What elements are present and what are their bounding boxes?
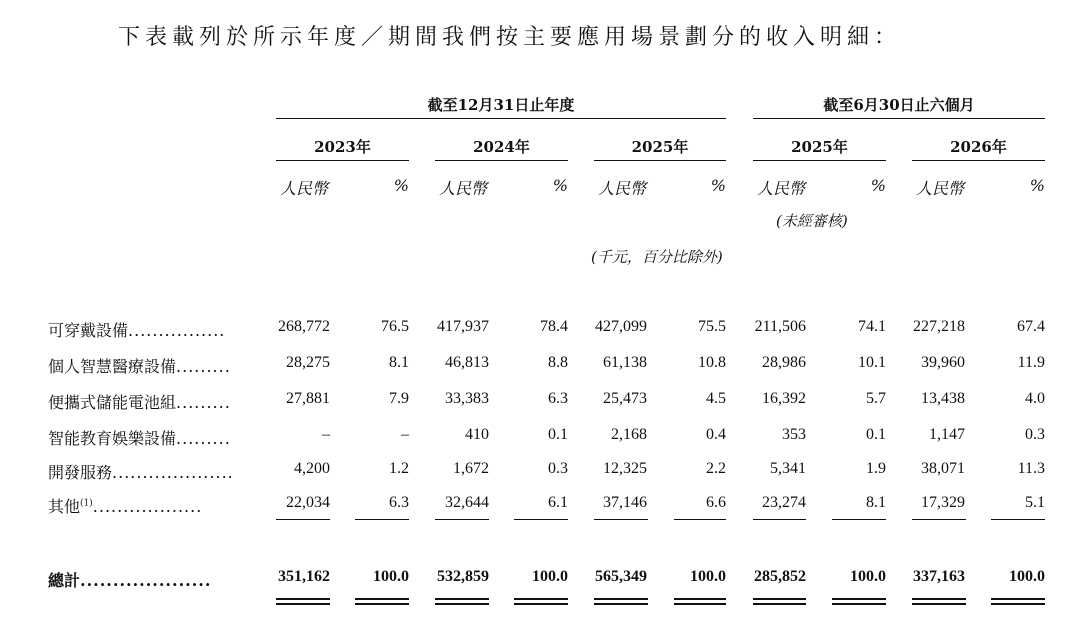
total-double-rule (912, 598, 966, 605)
percent-cell: 8.1 (389, 354, 409, 371)
percent-cell: – (401, 426, 409, 443)
leader-dots: .................... (112, 463, 234, 482)
year-rule (435, 160, 568, 161)
row-label-text: 可穿戴設備 (48, 321, 129, 340)
percent-cell: 74.1 (858, 318, 886, 335)
percent-label: % (552, 176, 568, 195)
amount-cell: 16,392 (762, 390, 806, 407)
total-double-rule (594, 598, 648, 605)
percent-cell: 10.8 (698, 354, 726, 371)
percent-cell: 1.9 (866, 460, 886, 477)
amount-cell: 417,937 (437, 318, 489, 335)
percent-cell: 76.5 (381, 318, 409, 335)
amount-cell: 46,813 (445, 354, 489, 371)
percent-cell: 7.9 (389, 390, 409, 407)
amount-cell: 61,138 (603, 354, 647, 371)
percent-cell: 0.4 (706, 426, 726, 443)
leader-dots: ................ (128, 321, 226, 340)
subtotal-rule (753, 519, 806, 520)
row-label-text: 總計 (48, 571, 81, 590)
subtotal-rule (514, 519, 568, 520)
percent-cell: 6.6 (706, 494, 726, 511)
percent-cell: 100.0 (850, 568, 886, 585)
amount-cell: 25,473 (603, 390, 647, 407)
row-label (48, 568, 248, 591)
amount-cell: 1,147 (929, 426, 965, 443)
leader-dots: .................... (80, 571, 212, 590)
percent-label: % (710, 176, 726, 195)
total-double-rule (753, 598, 806, 605)
year-rule (276, 160, 409, 161)
percent-cell: 11.3 (1017, 460, 1045, 477)
percent-cell: 0.1 (866, 426, 886, 443)
year-rule (594, 160, 726, 161)
percent-cell: 8.8 (548, 354, 568, 371)
currency-label: 人民幣 (280, 179, 329, 198)
amount-cell: 23,274 (762, 494, 806, 511)
percent-cell: 100.0 (1009, 568, 1045, 585)
percent-cell: 100.0 (373, 568, 409, 585)
amount-cell: 27,881 (286, 390, 330, 407)
year-header-2024: 2024年 (473, 138, 530, 156)
percent-cell: 11.9 (1017, 354, 1045, 371)
row-label-text: 智能教育娛樂設備 (48, 429, 177, 448)
row-label-text: 個人智慧醫療設備 (48, 357, 177, 376)
percent-cell: 8.1 (866, 494, 886, 511)
percent-cell: 75.5 (698, 318, 726, 335)
total-double-rule (514, 598, 568, 605)
amount-cell: 39,960 (921, 354, 965, 371)
currency-label: 人民幣 (916, 179, 965, 198)
amount-cell: 268,772 (278, 318, 330, 335)
group-header-years: 截至12月31日止年度 (427, 96, 575, 114)
group-header-six-months: 截至6月30日止六個月 (823, 96, 975, 114)
amount-cell: 2,168 (611, 426, 647, 443)
row-label-text: 開發服務 (48, 463, 113, 482)
units-note: (千元，百分比除外) (591, 248, 723, 266)
percent-label: % (870, 176, 886, 195)
amount-cell: 353 (782, 426, 806, 443)
percent-cell: 4.5 (706, 390, 726, 407)
percent-cell: 4.0 (1025, 390, 1045, 407)
intro-text: 下表載列於所示年度／期間我們按主要應用場景劃分的收入明細： (118, 25, 902, 50)
currency-label: 人民幣 (598, 179, 647, 198)
amount-cell: 427,099 (595, 318, 647, 335)
amount-cell: 1,672 (453, 460, 489, 477)
leader-dots: ......... (176, 357, 231, 376)
year-header-2025-h1: 2025年 (791, 138, 848, 156)
percent-cell: 78.4 (540, 318, 568, 335)
total-double-rule (674, 598, 726, 605)
subtotal-rule (912, 519, 966, 520)
amount-cell: 32,644 (445, 494, 489, 511)
year-rule (912, 160, 1045, 161)
percent-cell: 1.2 (389, 460, 409, 477)
amount-cell: 22,034 (286, 494, 330, 511)
group-rule-years (276, 118, 726, 119)
amount-cell: 410 (465, 426, 489, 443)
subtotal-rule (594, 519, 648, 520)
row-label (48, 426, 248, 449)
total-double-rule (355, 598, 409, 605)
amount-cell: 227,218 (913, 318, 965, 335)
amount-cell: 5,341 (770, 460, 806, 477)
amount-cell: 337,163 (913, 568, 965, 585)
amount-cell: 17,329 (921, 494, 965, 511)
amount-cell: 37,146 (603, 494, 647, 511)
leader-dots: .................. (92, 497, 203, 516)
amount-cell: 38,071 (921, 460, 965, 477)
amount-cell: 28,986 (762, 354, 806, 371)
leader-dots: ......... (176, 393, 231, 412)
row-label (48, 390, 248, 413)
percent-label: % (1029, 176, 1045, 195)
subtotal-rule (355, 519, 409, 520)
unaudited-note: (未經審核) (776, 212, 848, 230)
year-rule (753, 160, 886, 161)
percent-cell: 0.3 (548, 460, 568, 477)
subtotal-rule (832, 519, 886, 520)
percent-cell: 6.3 (548, 390, 568, 407)
subtotal-rule (276, 519, 330, 520)
amount-cell: 351,162 (278, 568, 330, 585)
percent-cell: 0.3 (1025, 426, 1045, 443)
amount-cell: 285,852 (754, 568, 806, 585)
percent-label: % (393, 176, 409, 195)
currency-label: 人民幣 (757, 179, 806, 198)
total-double-rule (435, 598, 489, 605)
year-header-2026-h1: 2026年 (950, 138, 1007, 156)
subtotal-rule (435, 519, 489, 520)
amount-cell: 28,275 (286, 354, 330, 371)
year-header-2025: 2025年 (631, 138, 689, 156)
row-label-text: 其他 (48, 497, 81, 516)
leader-dots: ......... (176, 429, 231, 448)
percent-cell: 10.1 (858, 354, 886, 371)
percent-cell: 2.2 (706, 460, 726, 477)
total-double-rule (832, 598, 886, 605)
row-label-text: 便攜式儲能電池組 (48, 393, 177, 412)
row-label (48, 494, 248, 517)
percent-cell: 100.0 (690, 568, 726, 585)
percent-cell: 5.1 (1025, 494, 1045, 511)
amount-cell: 565,349 (595, 568, 647, 585)
subtotal-rule (674, 519, 726, 520)
amount-cell: 13,438 (921, 390, 965, 407)
percent-cell: 0.1 (548, 426, 568, 443)
amount-cell: 532,859 (437, 568, 489, 585)
currency-label: 人民幣 (439, 179, 488, 198)
percent-cell: 6.3 (389, 494, 409, 511)
group-rule-six-months (753, 118, 1045, 119)
subtotal-rule (991, 519, 1045, 520)
percent-cell: 67.4 (1017, 318, 1045, 335)
row-label (48, 460, 248, 483)
amount-cell: 211,506 (754, 318, 806, 335)
percent-cell: 100.0 (532, 568, 568, 585)
percent-cell: 6.1 (548, 494, 568, 511)
total-double-rule (991, 598, 1045, 605)
amount-cell: 33,383 (445, 390, 489, 407)
amount-cell: 4,200 (294, 460, 330, 477)
percent-cell: 5.7 (866, 390, 886, 407)
amount-cell: 12,325 (603, 460, 647, 477)
row-label (48, 318, 248, 341)
total-double-rule (276, 598, 330, 605)
amount-cell: – (322, 426, 330, 443)
footnote-marker: (1) (80, 498, 93, 509)
row-label (48, 354, 248, 377)
year-header-2023: 2023年 (314, 138, 371, 156)
